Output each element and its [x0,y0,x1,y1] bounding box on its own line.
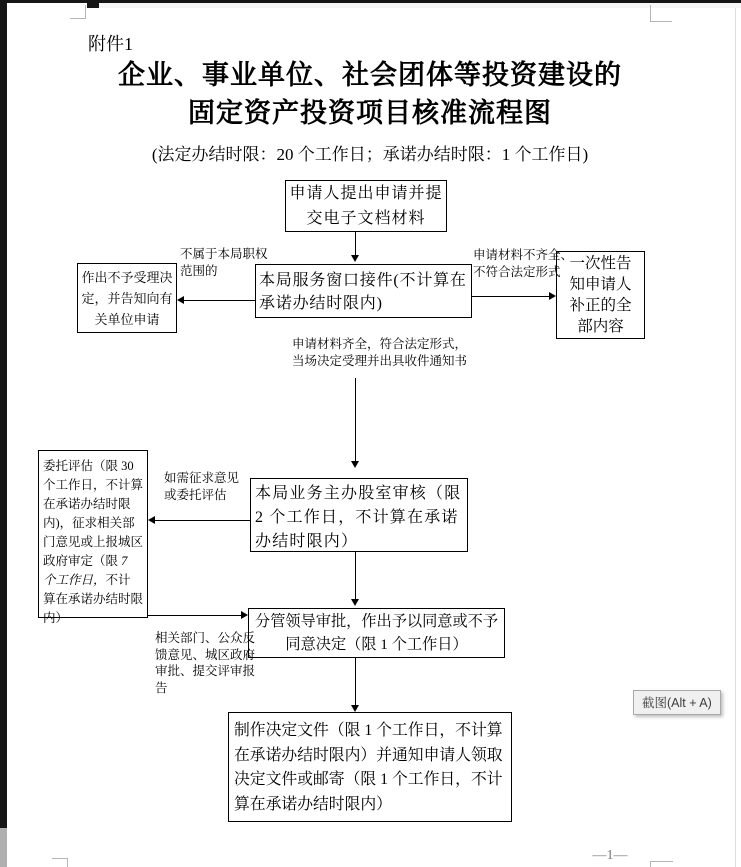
label-consult-or-evaluate: 如需征求意见或委托评估 [164,471,240,502]
flow-box-entrust-evaluate [38,450,148,625]
page-title-line2: 固定资产投资项目核准流程图 [188,98,552,128]
arrow-approve-to-decision [355,658,356,705]
flow-box-leader-approve [248,608,505,658]
arrow-review-to-approve [355,552,356,599]
left-edge-bar [0,0,7,828]
flow-box-dept-review: 本局业务主办股室审核（限 2 个工作日，不计算在承诺办结时限内） [250,478,468,552]
arrow-window-to-notify [472,296,549,297]
flow-box-window-accept: 本局服务窗口接件(不计算在承诺办结时限内) [255,264,472,318]
flow-box-apply-text: 申请人提出申请并提交电子文档材料 [289,185,443,227]
crop-mark-bottom-right [650,861,673,862]
crop-mark-top-left [70,18,86,19]
attachment-label: 附件1 [88,34,133,54]
flow-box-make-decision: 制作决定文件（限 1 个工作日，不计算在承诺办结时限内）并通知申请人领取决定文件或邮寄（限 1 个工作日，不计算在承诺办结时限内） [228,712,512,822]
label-materials-complete [292,336,482,369]
crop-mark-bottom-right [650,861,651,867]
page-title [40,56,700,132]
flow-box-entrust-evaluate-text2: 不计算在承诺办结时限内） [43,573,144,625]
left-edge-bar-bottom [0,828,7,867]
flow-box-entrust-evaluate-text: 委托评估（限 30 个工作日，不计算在承诺办结时限内)，征求相关部门意见或上报城区政府审定（限 [43,459,144,568]
label-not-jurisdiction: 不属于本局职权范围的 [180,247,268,278]
arrow-review-to-evaluate [155,520,250,521]
arrow-window-to-reject [184,300,255,301]
crop-mark-top-left [85,5,86,18]
label-materials-incomplete: 申请材料不齐全、不符合法定形式 [473,248,574,279]
flow-box-reject-text: 作出不予受理决定，并告知向有关单位申请 [81,269,173,327]
flow-box-reject-decision [77,263,177,333]
top-edge-gray-strip [99,3,741,8]
arrow-apply-to-window [355,232,356,255]
crop-mark-top-right [650,5,651,21]
label-materials-complete-line2: 当场决定受理并出具收件通知书 [292,353,468,368]
arrow-window-to-review [355,378,356,461]
crop-mark-top-right [650,21,672,22]
page-subtitle: (法定办结时限：20 个工作日；承诺办结时限：1 个工作日) [151,145,589,164]
page-title-line1: 企业、事业单位、社会团体等投资建设的 [118,60,622,90]
flow-box-apply [285,180,447,232]
page-number: —1— [592,848,628,863]
screenshot-tooltip[interactable]: 截图(Alt + A) [633,690,721,715]
flow-box-leader-approve-text: 分管领导审批，作出予以同意或不予同意决定（限 1 个工作日） [255,613,498,653]
right-edge-line [735,8,736,867]
label-materials-complete-line1: 申请材料齐全，符合法定形式， [292,337,468,351]
label-feedback-report: 相关部门、公众反馈意见、城区政府审批、提交评审报告 [155,631,256,695]
crop-mark-bottom-left [52,858,68,859]
flow-box-entrust-evaluate-italic: 7 个工作日， [43,554,128,587]
flow-box-onetime-notify-text: 一次性告知申请人补正的全部内容 [569,255,632,335]
crop-mark-bottom-left [67,858,68,867]
top-edge-tab [87,0,99,8]
arrow-evaluate-to-approve [148,615,241,616]
